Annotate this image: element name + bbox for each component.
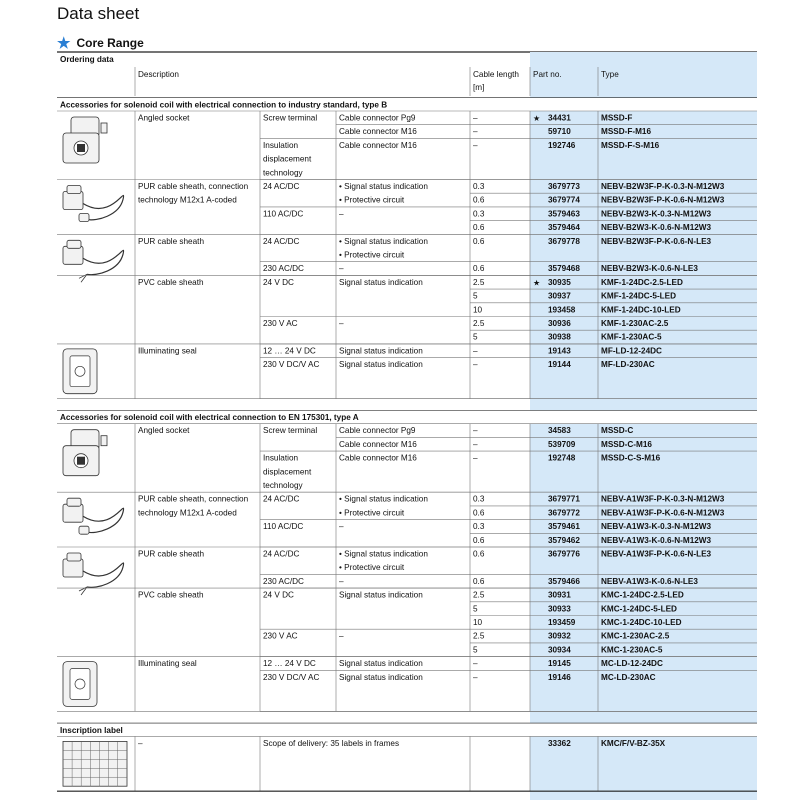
spec-text: 24 V DC <box>263 277 294 287</box>
part-number: 30938 <box>548 332 571 342</box>
spec-text: displacement <box>263 154 312 164</box>
spec-text: 230 V AC <box>263 631 298 641</box>
cable-length-value: – <box>473 140 478 150</box>
spec-text: 110 AC/DC <box>263 522 304 532</box>
config-text: • Protective circuit <box>339 508 405 518</box>
spec-text: 230 V DC/V AC <box>263 360 320 370</box>
cable-length-value: 5 <box>473 291 478 301</box>
type-code: NEBV-B2W3F-P-K-0.6-N-LE3 <box>601 236 712 246</box>
cable-length-value: 0.6 <box>473 508 485 518</box>
spec-text: Insulation <box>263 453 299 463</box>
angled-socket-icon <box>63 117 107 163</box>
part-number: 34583 <box>548 426 571 436</box>
type-code: NEBV-B2W3F-P-K-0.6-N-M12W3 <box>601 195 725 205</box>
type-code: KMF-1-24DC-2.5-LED <box>601 277 683 287</box>
config-text: Cable connector M16 <box>339 453 417 463</box>
description-text: PUR cable sheath <box>138 549 204 559</box>
config-text: Signal status indication <box>339 346 423 356</box>
part-number: 19146 <box>548 672 571 682</box>
config-text: • Signal status indication <box>339 549 428 559</box>
config-text: Cable connector Pg9 <box>339 113 416 123</box>
description-text: – <box>138 738 143 748</box>
part-number: 539709 <box>548 439 576 449</box>
type-code: MSSD-F <box>601 113 633 123</box>
type-code: MSSD-C-S-M16 <box>601 453 661 463</box>
config-text: Cable connector M16 <box>339 439 417 449</box>
cable-length-value: – <box>473 453 478 463</box>
part-number: 3579461 <box>548 522 580 532</box>
cable-length-value: 0.3 <box>473 182 485 191</box>
spec-text: 12 … 24 V DC <box>263 659 316 669</box>
type-code: MF-LD-12-24DC <box>601 346 662 356</box>
cable-length-value: 0.6 <box>473 223 485 233</box>
inscription-label-icon <box>63 741 127 786</box>
part-number: 19144 <box>548 360 571 370</box>
part-number: 3579462 <box>548 535 580 545</box>
part-number: 193458 <box>548 305 576 315</box>
type-code: KMC-1-24DC-2.5-LED <box>601 590 684 600</box>
part-number: 3579464 <box>548 223 580 233</box>
description-text: PUR cable sheath, connection <box>138 494 249 504</box>
cable-length-value: – <box>473 426 478 436</box>
part-number: 30934 <box>548 645 571 655</box>
illuminating-seal-a-icon <box>63 662 97 707</box>
cable-m12-icon <box>63 186 124 222</box>
type-code: NEBV-A1W3-K-0.6-N-M12W3 <box>601 535 712 545</box>
type-code: KMC-1-24DC-5-LED <box>601 604 677 614</box>
type-code: KMC-1-230AC-5 <box>601 645 663 655</box>
part-number: 30936 <box>548 319 571 328</box>
ordering-data-label: Ordering data <box>60 55 114 64</box>
spec-text: Screw terminal <box>263 113 318 123</box>
spec-text: Insulation <box>263 140 299 150</box>
config-text: • Signal status indication <box>339 182 428 191</box>
spec-text: technology <box>263 481 303 490</box>
header-type: Type <box>601 70 619 79</box>
type-code: MSSD-C-M16 <box>601 439 652 449</box>
type-code: NEBV-B2W3-K-0.6-N-LE3 <box>601 264 698 274</box>
description-text: technology M12x1 A-coded <box>138 508 237 518</box>
part-number: 30933 <box>548 604 571 614</box>
part-number: 59710 <box>548 127 571 137</box>
section-header-bg <box>57 723 757 736</box>
type-code: NEBV-A1W3F-P-K-0.6-N-LE3 <box>601 549 712 559</box>
type-code: KMF-1-24DC-5-LED <box>601 291 677 301</box>
part-number: 19145 <box>548 659 571 669</box>
type-code: KMF-1-24DC-10-LED <box>601 305 681 315</box>
cable-length-value: 2.5 <box>473 631 485 641</box>
type-code: KMC-1-24DC-10-LED <box>601 618 682 627</box>
description-text: Illuminating seal <box>138 659 197 669</box>
type-code: NEBV-A1W3-K-0.3-N-M12W3 <box>601 522 712 532</box>
star-icon: ★ <box>57 35 71 52</box>
part-number: 3579468 <box>548 264 580 274</box>
config-text: • Protective circuit <box>339 250 405 260</box>
config-text: • Signal status indication <box>339 494 428 504</box>
config-text: Signal status indication <box>339 659 423 669</box>
description-text: PVC cable sheath <box>138 277 204 287</box>
cable-length-value: – <box>473 439 478 449</box>
cable-length-value: 0.6 <box>473 535 485 545</box>
spec-text: 230 V DC/V AC <box>263 672 320 682</box>
config-text: – <box>339 209 344 219</box>
config-text: • Protective circuit <box>339 563 405 573</box>
star-icon: ★ <box>533 114 541 123</box>
spec-text: 24 V DC <box>263 590 294 600</box>
section-title: Inscription label <box>60 725 123 735</box>
type-code: NEBV-B2W3-K-0.6-N-M12W3 <box>601 223 712 233</box>
header-cable-unit: [m] <box>473 83 485 92</box>
type-code: KMF-1-230AC-5 <box>601 332 662 342</box>
spec-text: 12 … 24 V DC <box>263 346 316 356</box>
description-text: PUR cable sheath <box>138 236 204 246</box>
cable-length-value: – <box>473 113 478 123</box>
part-number: 192748 <box>548 453 576 463</box>
part-number: 30937 <box>548 291 571 301</box>
config-text: Signal status indication <box>339 277 423 287</box>
cable-length-value: 0.3 <box>473 494 485 504</box>
spec-text: 24 AC/DC <box>263 494 300 504</box>
part-number: 3679776 <box>548 549 580 559</box>
spec-text: 24 AC/DC <box>263 236 300 246</box>
spec-text: Scope of delivery: 35 labels in frames <box>263 738 400 748</box>
config-text: Cable connector M16 <box>339 140 417 150</box>
part-number: 33362 <box>548 738 571 748</box>
type-code: MF-LD-230AC <box>601 360 655 370</box>
cable-length-value: 0.6 <box>473 549 485 559</box>
type-code: MSSD-C <box>601 426 634 436</box>
spec-text: Screw terminal <box>263 426 318 436</box>
type-code: KMC-1-230AC-2.5 <box>601 631 670 641</box>
star-icon: ★ <box>533 278 541 288</box>
spec-text: 24 AC/DC <box>263 182 300 191</box>
part-number: 3579466 <box>548 576 580 586</box>
spec-text: 110 AC/DC <box>263 209 304 219</box>
config-text: Signal status indication <box>339 672 423 682</box>
cable-length-value: 2.5 <box>473 319 485 328</box>
config-text: – <box>339 319 344 328</box>
part-number: 30932 <box>548 631 571 641</box>
part-number: 192746 <box>548 140 576 150</box>
type-code: NEBV-B2W3F-P-K-0.3-N-M12W3 <box>601 182 725 191</box>
config-text: – <box>339 264 344 274</box>
header-description: Description <box>138 70 179 79</box>
description-text: PUR cable sheath, connection <box>138 182 249 191</box>
config-text: – <box>339 576 344 586</box>
cable-length-value: 5 <box>473 604 478 614</box>
core-range-label: Core Range <box>76 36 144 50</box>
spec-text: 230 AC/DC <box>263 576 304 586</box>
cable-length-value: – <box>473 672 478 682</box>
type-code: NEBV-A1W3-K-0.6-N-LE3 <box>601 576 698 586</box>
spec-text: technology <box>263 168 303 178</box>
illuminating-seal-icon <box>63 349 97 394</box>
page-title: Data sheet <box>57 4 140 23</box>
type-code: KMC/F/V-BZ-35X <box>601 738 666 748</box>
cable-length-value: 10 <box>473 618 483 627</box>
type-code: MC-LD-230AC <box>601 672 656 682</box>
cable-open-end-a-icon <box>63 553 124 595</box>
description-text: Angled socket <box>138 113 190 123</box>
config-text: Signal status indication <box>339 590 423 600</box>
type-code: MSSD-F-M16 <box>601 127 652 137</box>
type-code: KMF-1-230AC-2.5 <box>601 319 669 328</box>
spec-text: 24 AC/DC <box>263 549 300 559</box>
cable-length-value: 2.5 <box>473 590 485 600</box>
spec-text: 230 AC/DC <box>263 264 304 274</box>
part-number: 3679772 <box>548 508 580 518</box>
type-code: NEBV-A1W3F-P-K-0.3-N-M12W3 <box>601 494 725 504</box>
cable-length-value: 0.6 <box>473 264 485 274</box>
config-text: Cable connector M16 <box>339 127 417 137</box>
cable-length-value: 0.3 <box>473 209 485 219</box>
description-text: Illuminating seal <box>138 346 197 356</box>
cable-length-value: – <box>473 346 478 356</box>
cable-length-value: – <box>473 360 478 370</box>
section-title: Accessories for solenoid coil with electrical connection to EN 175301, type A <box>60 413 359 423</box>
config-text: • Signal status indication <box>339 236 428 246</box>
part-number: 193459 <box>548 618 576 627</box>
part-number: 3679774 <box>548 195 580 205</box>
part-number: 30931 <box>548 590 571 600</box>
cable-length-value: 0.6 <box>473 576 485 586</box>
header-part-no: Part no. <box>533 70 562 79</box>
config-text: Cable connector Pg9 <box>339 426 416 436</box>
angled-socket-a-icon <box>63 430 107 476</box>
type-code: NEBV-B2W3-K-0.3-N-M12W3 <box>601 209 712 219</box>
description-text: technology M12x1 A-coded <box>138 195 237 205</box>
cable-length-value: 2.5 <box>473 277 485 287</box>
part-number: 34431 <box>548 113 571 123</box>
cable-length-value: 0.6 <box>473 236 485 246</box>
cable-open-end-icon <box>63 240 124 282</box>
part-number: 30935 <box>548 277 571 287</box>
section-title: Accessories for solenoid coil with electrical connection to industry standard, type B <box>60 100 388 110</box>
part-number: 3579463 <box>548 209 580 219</box>
description-text: PVC cable sheath <box>138 590 204 600</box>
part-number: 3679778 <box>548 236 580 246</box>
description-text: Angled socket <box>138 426 190 436</box>
cable-m12-a-icon <box>63 498 124 534</box>
cable-length-value: – <box>473 127 478 137</box>
config-text: Signal status indication <box>339 360 423 370</box>
cable-length-value: 0.3 <box>473 522 485 532</box>
cable-length-value: 10 <box>473 305 483 315</box>
cable-length-value: 5 <box>473 645 478 655</box>
type-code: MSSD-F-S-M16 <box>601 140 660 150</box>
part-number: 19143 <box>548 346 571 356</box>
part-number: 3679773 <box>548 182 580 191</box>
header-cable-length: Cable length <box>473 70 519 79</box>
spec-text: displacement <box>263 467 312 477</box>
config-text: • Protective circuit <box>339 195 405 205</box>
config-text: – <box>339 631 344 641</box>
spec-text: 230 V AC <box>263 319 298 328</box>
part-number: 3679771 <box>548 494 580 504</box>
cable-length-value: 0.6 <box>473 195 485 205</box>
cable-length-value: – <box>473 659 478 669</box>
type-code: MC-LD-12-24DC <box>601 659 663 669</box>
type-code: NEBV-A1W3F-P-K-0.6-N-M12W3 <box>601 508 725 518</box>
config-text: – <box>339 522 344 532</box>
cable-length-value: 5 <box>473 332 478 342</box>
